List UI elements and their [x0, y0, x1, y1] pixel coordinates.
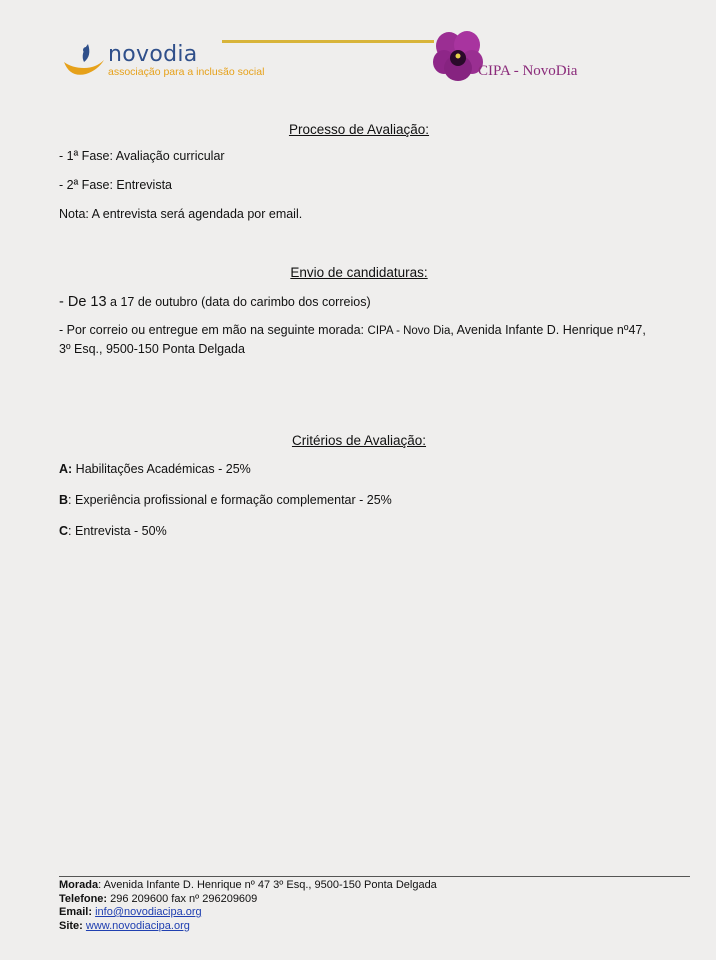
date-day: 13 — [90, 294, 107, 310]
logo-tagline: associação para a inclusão social — [108, 66, 265, 78]
cipa-logo-text: CIPA - NovoDia — [478, 63, 578, 79]
footer-address-value: : Avenida Infante D. Henrique nº 47 3º Esq., 9500-150 Ponta Delgada — [98, 879, 437, 891]
letterhead — [0, 0, 716, 100]
criterion-b-key: B — [59, 493, 69, 507]
address-rest: , Avenida Infante D. Henrique nº47, 3º Esq., 9500-150 Ponta Delgada — [59, 323, 646, 356]
criterion-b-text: : Experiência profissional e formação complementar - 25% — [68, 493, 392, 507]
website-link[interactable]: www.novodiacipa.org — [85, 919, 190, 932]
footer-address — [59, 879, 437, 893]
section-title-envio: Envio de candidaturas: — [290, 265, 428, 280]
footer-site-label: Site: — [59, 919, 83, 932]
footer-phone-label: Telefone: — [59, 892, 108, 905]
criterion-a — [59, 460, 251, 478]
criterion-c-key: C — [59, 524, 69, 538]
phase-2: - 2ª Fase: Entrevista — [59, 178, 173, 192]
header-divider — [222, 40, 434, 43]
address-org: CIPA - Novo Dia — [367, 325, 451, 337]
footer-site — [59, 920, 437, 934]
application-address — [59, 321, 649, 358]
criterion-b — [59, 491, 392, 509]
footer-phone-value: 296 209600 fax nº 296209609 — [107, 892, 258, 905]
interview-note: Nota: A entrevista será agendada por email. — [59, 207, 303, 221]
date-prefix: - De — [59, 294, 91, 310]
pansy-flower-icon — [432, 28, 484, 84]
section-title-criterios: Critérios de Avaliação: — [291, 433, 427, 448]
logo-name: novodia — [108, 42, 198, 67]
criterion-a-text: Habilitações Académicas - 25% — [72, 462, 251, 476]
footer-phone — [59, 893, 437, 907]
footer-divider — [59, 876, 690, 877]
application-dates — [59, 292, 371, 313]
criterion-a-key: A: — [59, 462, 73, 476]
address-prefix: - Por correio ou entregue em mão na seguinte morada: — [59, 323, 368, 337]
date-suffix: a 17 de outubro (data do carimbo dos correios) — [106, 295, 371, 309]
footer-address-label: Morada — [59, 879, 99, 891]
footer — [59, 879, 437, 933]
footer-email — [59, 906, 437, 920]
criterion-c — [59, 522, 167, 540]
phase-1: - 1ª Fase: Avaliação curricular — [59, 149, 225, 163]
novodia-logo — [62, 38, 282, 88]
footer-email-label: Email: — [59, 906, 93, 918]
novodia-hand-icon — [62, 40, 106, 80]
section-title-avaliacao: Processo de Avaliação: — [288, 122, 430, 137]
criterion-c-text: : Entrevista - 50% — [68, 524, 167, 538]
email-link[interactable]: info@novodiacipa.org — [95, 906, 202, 918]
